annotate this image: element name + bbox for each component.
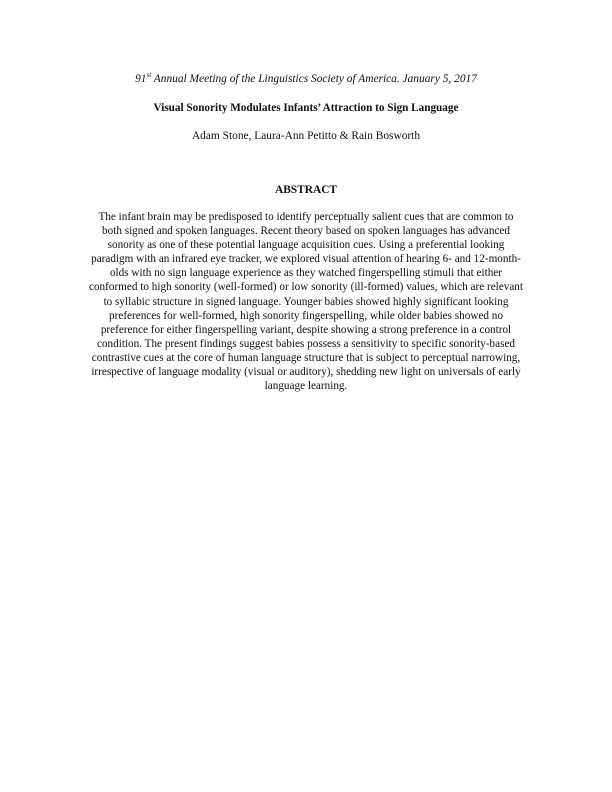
abstract-line: language learning. — [264, 380, 348, 393]
abstract-line: irrespective of language modality (visual or auditory), shedding new light on universals of early — [91, 366, 521, 379]
abstract-heading: ABSTRACT — [274, 184, 338, 196]
abstract-line: paradigm with an infrared eye tracker, we explored visual attention of hearing 6- and 12-month- — [91, 253, 521, 266]
abstract-line: conformed to high sonority (well-formed) or low sonority (ill-formed) values, which are relevant — [88, 281, 523, 294]
abstract-line: preference for either fingerspelling variant, despite showing a strong preference in a control — [100, 323, 512, 336]
conference-ordinal-suffix: st — [146, 71, 152, 80]
abstract-line: to syllabic structure in signed language. Younger babies showed highly significant looking — [103, 295, 509, 308]
abstract-line: The infant brain may be predisposed to identify perceptually salient cues that are common to — [98, 211, 514, 223]
abstract-line: both signed and spoken languages. Recent theory based on spoken languages has advanced — [102, 225, 510, 238]
abstract-body — [70, 210, 542, 393]
abstract-line: preferences for well-formed, high sonority fingerspelling, while older babies showed no — [109, 309, 503, 322]
conference-text: Annual Meeting of the Linguistics Society of America. January 5, 2017 — [151, 73, 477, 85]
author-list: Adam Stone, Laura-Ann Petitto & Rain Bosworth — [191, 130, 421, 142]
conference-number: 91 — [135, 73, 147, 85]
paper-title: Visual Sonority Modulates Infants’ Attraction to Sign Language — [153, 102, 459, 114]
conference-line — [0, 72, 612, 86]
abstract-line: condition. The present findings suggest babies possess a sensitivity to specific sonority-based — [96, 337, 516, 350]
abstract-line: olds with no sign language experience as they watched fingerspelling stimuli that either — [109, 267, 503, 280]
abstract-line: sonority as one of these potential language acquisition cues. Using a preferential looking — [107, 239, 505, 252]
abstract-line: contrastive cues at the core of human language structure that is subject to perceptual narrowing, — [91, 351, 521, 364]
